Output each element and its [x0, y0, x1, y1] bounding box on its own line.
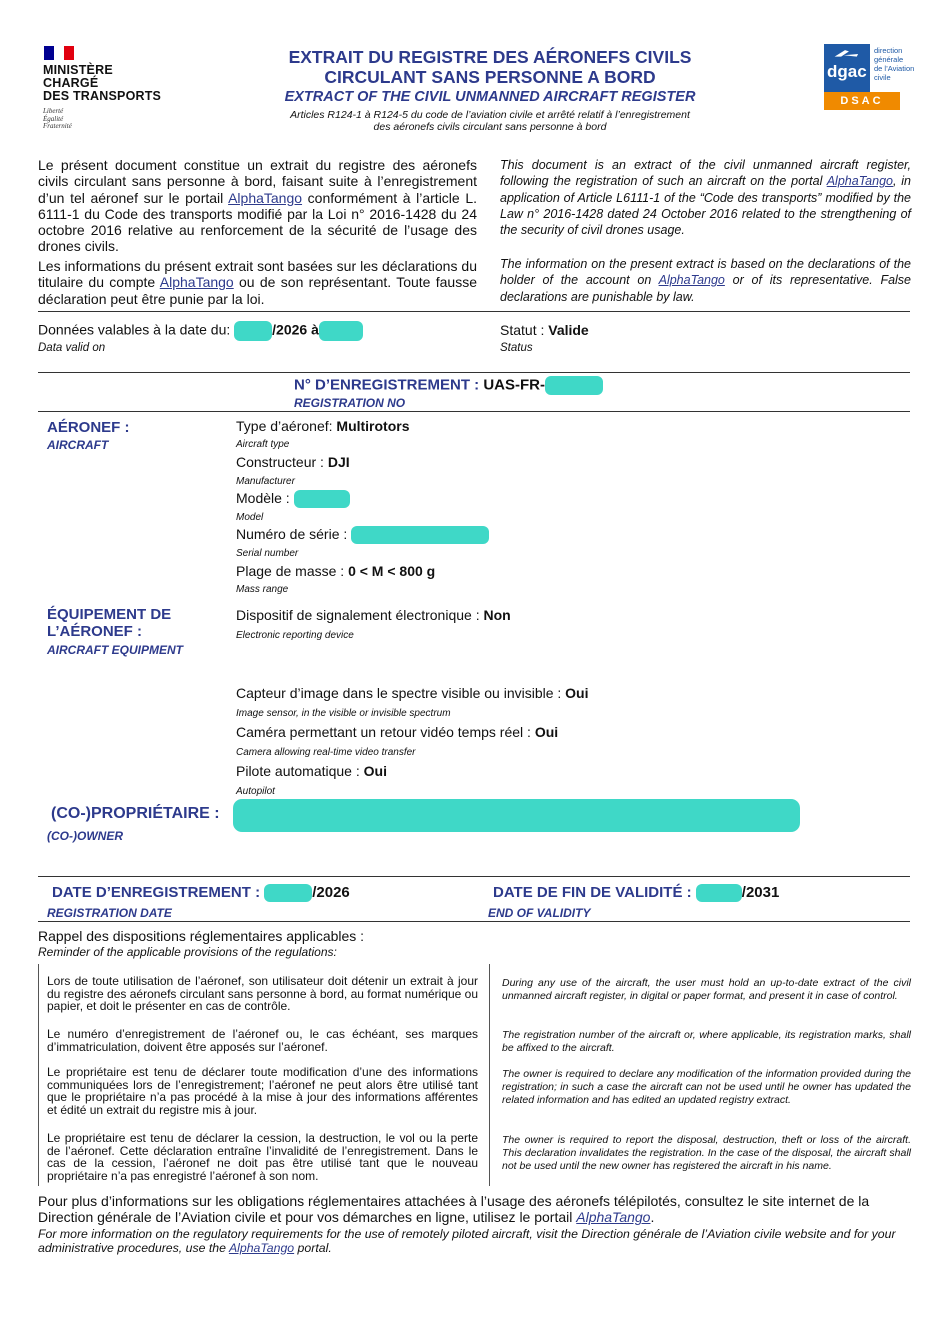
realtime-camera: Caméra permettant un retour vidéo temps réel : Oui: [236, 724, 559, 740]
end-of-validity: DATE DE FIN DE VALIDITÉ : /2031: [493, 884, 780, 901]
owner-section-title: (CO-)PROPRIÉTAIRE :: [51, 805, 220, 822]
model-en: Model: [236, 512, 264, 523]
provision-en-1: During any use of the aircraft, the user must hold an up-to-date extract of the civil unmanned aircraft register, in digital or paper format, and present it in case of control.: [502, 977, 911, 1002]
redacted-registration: [545, 376, 603, 395]
registration-number: N° D’ENREGISTREMENT : UAS-FR-: [294, 376, 603, 395]
footer-fr: Pour plus d’informations sur les obligations réglementaires attachées à l’usage des aéronefs télépilotés, consultez le site internet de la Direction générale de l’Aviation civile et pour vos démarches en ligne, utilisez le portail AlphaTango.: [38, 1193, 870, 1226]
redacted-model: [294, 490, 350, 508]
alphatango-link[interactable]: AlphaTango: [159, 274, 234, 291]
legal-articles: Articles R124-1 à R124-5 du code de l’aviation civile et arrêté relatif à l’enregistrement des aéronefs civils circulant sans personne à bord: [290, 109, 690, 133]
provisions-en-border: [489, 964, 490, 1186]
image-sensor: Capteur d’image dans le spectre visible ou invisible : Oui: [236, 685, 589, 701]
dgac-full-name: direction générale de l’Aviation civile: [874, 46, 915, 82]
realtime-camera-en: Camera allowing real-time video transfer: [236, 747, 416, 758]
electronic-reporting-en: Electronic reporting device: [236, 630, 354, 641]
aircraft-section-title: AÉRONEF :: [47, 419, 130, 436]
divider: [38, 311, 910, 312]
redacted-end-date: [696, 884, 742, 902]
redacted-registration-date: [264, 884, 312, 902]
end-of-validity-en: END OF VALIDITY: [488, 906, 591, 920]
mass-range-en: Mass range: [236, 584, 289, 595]
aircraft-type: Type d’aéronef: Multirotors: [236, 418, 410, 434]
intro-fr-paragraph-2: Les informations du présent extrait sont basées sur les déclarations du titulaire du compte AlphaTango ou de son représentant. Toute fausse déclaration peut être punie par la loi.: [38, 258, 478, 307]
registration-date: DATE D’ENREGISTREMENT : /2026: [52, 884, 350, 901]
divider: [38, 876, 910, 877]
mass-range: Plage de masse : 0 < M < 800 g: [236, 563, 436, 579]
intro-en-paragraph-2: The information on the present extract is based on the declarations of the holder of the account on AlphaTango or of its representative. False declarations are punishable by law.: [500, 257, 912, 304]
image-sensor-en: Image sensor, in the visible or invisible spectrum: [236, 708, 451, 719]
redacted-time: [319, 321, 363, 341]
equipment-section-title-en: AIRCRAFT EQUIPMENT: [47, 643, 183, 657]
redacted-date: [234, 321, 272, 341]
manufacturer-en: Manufacturer: [236, 476, 295, 487]
republic-motto: Liberté Égalité Fraternité: [43, 107, 72, 130]
provision-fr-3: Le propriétaire est tenu de déclarer toute modification d’une des informations communiquées lors de l’enregistrement; l’aéronef ne peut alors être utilisé tant que le propriétaire n’a pas procédé à la mise à jour des informations afférentes et édité un extrait du registre mis à jour.: [47, 1065, 478, 1117]
intro-en-paragraph-1: This document is an extract of the civil unmanned aircraft register, following the registration of such an aircraft on the portal AlphaTango, in application of Article L6111-1 of the “Code des transports” modified by the Law n° 2016-1428 dated 24 October 2016 related to the strengthening of the security of civil drones usage.: [500, 158, 911, 238]
provision-en-2: The registration number of the aircraft or, where applicable, its registration marks, shall be affixed to the aircraft.: [502, 1029, 911, 1054]
status: Statut : Valide: [500, 322, 589, 338]
alphatango-link[interactable]: AlphaTango: [228, 1240, 295, 1255]
redacted-serial: [351, 526, 489, 544]
alphatango-link[interactable]: AlphaTango: [658, 273, 725, 288]
redacted-owner: [233, 799, 800, 832]
status-en: Status: [500, 342, 533, 354]
divider: [38, 372, 910, 373]
provision-fr-1: Lors de toute utilisation de l’aéronef, son utilisateur doit détenir un extrait à jour du registre des aéronefs circulant sans personne à bord, au format numérique ou papier, et doit le présenter en cas de contrôle.: [47, 974, 478, 1014]
aircraft-section-title-en: AIRCRAFT: [47, 438, 109, 452]
provision-fr-2: Le numéro d’enregistrement de l’aéronef ou, le cas échéant, ses marques d’immatriculation, doivent être apposés sur l’aéronef.: [47, 1027, 478, 1054]
provision-fr-4: Le propriétaire est tenu de déclarer la cession, la destruction, le vol ou la perte de l’aéronef. Cette déclaration entraîne l’invalidité de l’enregistrement. Dans le cas de la cession, l’aéronef ne doit pas être utilisé tant que le nouveau propriétaire n’a pas enregistré l’aéronef à son nom.: [47, 1131, 478, 1183]
owner-section-title-en: (CO-)OWNER: [47, 829, 123, 843]
provisions-title-en: Reminder of the applicable provisions of the regulations:: [38, 945, 337, 959]
marianne-flag-icon: [44, 46, 74, 60]
dgac-label: dgac: [827, 62, 867, 81]
document-title-en: EXTRACT OF THE CIVIL UNMANNED AIRCRAFT REGISTER: [284, 89, 696, 105]
document-title: EXTRAIT DU REGISTRE DES AÉRONEFS CIVILS CIRCULANT SANS PERSONNE A BORD: [288, 47, 692, 87]
plane-icon: [832, 46, 862, 62]
validity-date: Données valables à la date du: /2026 à: [38, 321, 363, 341]
status-badge: Valide: [548, 322, 589, 338]
intro-fr-paragraph-1: Le présent document constitue un extrait du registre des aéronefs civils circulant sans personne à bord, faisant suite à l’enregistrement d’un tel aéronef sur le portail AlphaTango conformément à l’article L. 6111-1 du Code des transports modifié par la Loi n° 2016-1428 du 24 octobre 2016 relative au renforcement de la sécurité de l’usage des drones civils.: [38, 157, 477, 255]
footer-en: For more information on the regulatory requirements for the use of remotely piloted aircraft, visit the Direction générale de l’Aviation civile website and for your administrative procedures, use the AlphaTango portal.: [38, 1227, 896, 1255]
divider: [38, 921, 910, 922]
equipment-section-title: ÉQUIPEMENT DE L’AÉRONEF :: [47, 606, 172, 640]
alphatango-link[interactable]: AlphaTango: [576, 1209, 651, 1226]
model: Modèle :: [236, 490, 350, 508]
electronic-reporting: Dispositif de signalement électronique : Non: [236, 607, 511, 623]
provisions-title: Rappel des dispositions réglementaires applicables :: [38, 928, 365, 944]
manufacturer: Constructeur : DJI: [236, 454, 350, 470]
provision-en-3: The owner is required to declare any modification of the information provided during the registration; in such a case the aircraft can not be used until he owner has updated the related information and has edited an updated registry extract.: [502, 1068, 911, 1106]
provisions-fr-border: [38, 964, 39, 1186]
autopilot: Pilote automatique : Oui: [236, 763, 387, 779]
serial-number: Numéro de série :: [236, 526, 489, 544]
registration-number-en: REGISTRATION NO: [294, 396, 406, 410]
autopilot-en: Autopilot: [236, 786, 275, 797]
serial-number-en: Serial number: [236, 548, 299, 559]
provision-en-4: The owner is required to report the disposal, destruction, theft or loss of the aircraft. This declaration invalidates the registration. In the case of the disposal, the aircraft shall not be used until the new owner has registered the aircraft in his name.: [502, 1134, 911, 1172]
registration-date-en: REGISTRATION DATE: [47, 906, 172, 920]
dsac-label: DSAC: [824, 92, 900, 110]
ministry-name: MINISTÈRE CHARGÉ DES TRANSPORTS: [43, 63, 162, 103]
alphatango-link[interactable]: AlphaTango: [228, 189, 303, 206]
validity-date-en: Data valid on: [38, 342, 106, 354]
aircraft-type-en: Aircraft type: [236, 439, 290, 450]
alphatango-link[interactable]: AlphaTango: [826, 174, 893, 189]
divider: [38, 411, 910, 412]
